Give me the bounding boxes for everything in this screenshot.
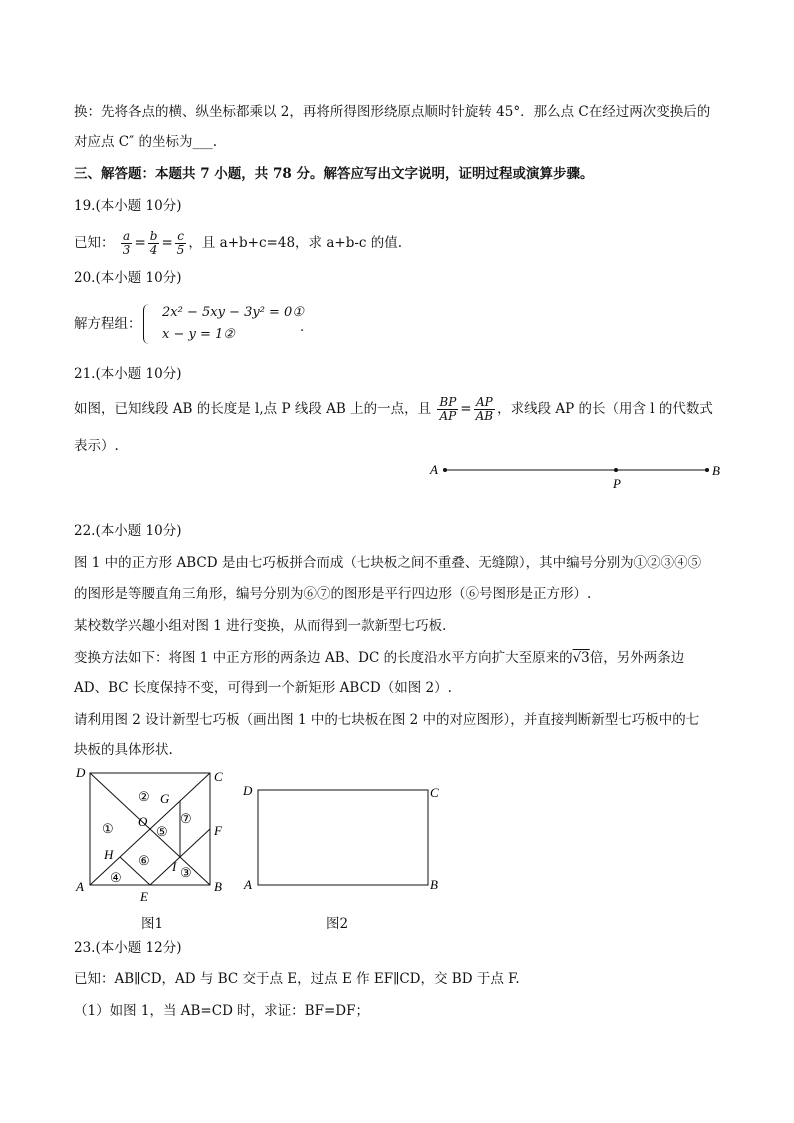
- q19-body: 已知： $\frac{a}{3}$ = $\frac{b}{4}$ = $\frac{c}{5}$ ，且 a+b+c=48，求 a+b-c 的值.: [74, 229, 403, 257]
- vertex-b-label: B: [214, 879, 222, 894]
- q20-brace: [143, 304, 152, 344]
- q22-line-6: 请利用图 2 设计新型七巧板（画出图 1 中的七块板在图 2 中的对应图形），并直接判断新型七巧板中的七: [74, 712, 700, 728]
- q19-text-a: 已知：: [74, 235, 115, 251]
- q22-line-7: 块板的具体形状.: [74, 742, 173, 758]
- q20-heading: 20.(本小题 10分): [74, 270, 182, 286]
- figure-1-caption: 图1: [141, 916, 164, 932]
- vertex-d-label: D: [76, 765, 86, 780]
- fraction: $\frac{AP}{AB}$: [475, 395, 494, 423]
- piece-5-label: ⑤: [156, 824, 168, 839]
- fraction: $\frac{c}{5}$: [176, 229, 185, 257]
- vertex-o-label: O: [138, 814, 148, 829]
- vertex-a-label: A: [244, 877, 252, 892]
- fraction: $\frac{b}{4}$: [149, 229, 158, 257]
- piece-7-label: ⑦: [180, 811, 192, 826]
- piece-4-label: ④: [110, 870, 122, 885]
- vertex-f-label: F: [214, 823, 222, 838]
- q22-line-1: 图 1 中的正方形 ABCD 是由七巧板拼合而成（七块板之间不重叠、无缝隙），其中编号分别为①②③④⑤: [74, 555, 702, 571]
- q21-text-b: ，求线段 AP 的长（用含 l 的代数式: [497, 401, 713, 417]
- q21-text-a: 如图，已知线段 AB 的长度是 l,点 P 线段 AB 上的一点，且: [74, 401, 432, 417]
- q20-period: .: [300, 320, 305, 335]
- fraction: $\frac{a}{3}$: [122, 229, 131, 257]
- q23-line-2: （1）如图 1，当 AB=CD 时，求证：BF=DF；: [74, 1003, 369, 1019]
- q20-equation-1: 2x² − 5xy − 3y² = 0①: [162, 305, 304, 320]
- section3-heading: 三、解答题：本题共 7 小题，共 78 分。解答应写出文字说明，证明过程或演算步骤。: [74, 166, 594, 182]
- piece-3-label: ③: [180, 865, 192, 880]
- vertex-i-label: I: [172, 859, 177, 874]
- vertex-c-label: C: [214, 769, 223, 784]
- q20-label: 解方程组：: [74, 316, 142, 332]
- vertex-c-label: C: [430, 785, 439, 800]
- q18-continuation: 换：先将各点的横、纵坐标都乘以 2，再将所得图形绕原点顺时针旋转 45°．那么点 C在经过两次变换后的: [74, 104, 711, 120]
- q22-line-3: 某校数学兴趣小组对图 1 进行变换，从而得到一款新型七巧板.: [74, 618, 447, 634]
- q21-heading: 21.(本小题 10分): [74, 366, 182, 382]
- q21-body: 如图，已知线段 AB 的长度是 l,点 P 线段 AB 上的一点，且 $\frac{BP}{AP}$ = $\frac{AP}{AB}$ ，求线段 AP 的长（用含 l 的代数式: [74, 395, 713, 423]
- figure-2-caption: 图2: [326, 916, 349, 932]
- vertex-h-label: H: [104, 847, 114, 862]
- q22-line-2: 的图形是等腰直角三角形，编号分别为⑥⑦的图形是平行四边形（⑥号图形是正方形）.: [74, 586, 592, 602]
- point-p-label: P: [613, 476, 621, 491]
- piece-6-label: ⑥: [138, 853, 150, 868]
- fraction: $\frac{BP}{AP}$: [439, 395, 457, 423]
- vertex-b-label: B: [430, 877, 438, 892]
- q19-heading: 19.(本小题 10分): [74, 198, 182, 214]
- vertex-a-label: A: [76, 879, 84, 894]
- piece-1-label: ①: [102, 821, 114, 836]
- segment-figure: [420, 455, 730, 495]
- rectangle-figure-2: [238, 775, 448, 900]
- q20-equation-2: x − y = 1②: [162, 327, 235, 342]
- q23-heading: 23.(本小题 12分): [74, 940, 182, 956]
- q22-heading: 22.(本小题 10分): [74, 523, 182, 539]
- point-b-label: B: [712, 463, 720, 478]
- point-a-label: A: [430, 462, 438, 477]
- q18-answer-line: 对应点 C″ 的坐标为___.: [74, 134, 217, 150]
- q19-text-b: ，且 a+b+c=48，求 a+b-c 的值.: [188, 235, 403, 251]
- vertex-d-label: D: [243, 783, 253, 798]
- q22-line-4: 变换方法如下：将图 1 中正方形的两条边 AB、DC 的长度沿水平方向扩大至原来的√3倍，另外两条边: [74, 650, 685, 666]
- vertex-g-label: G: [160, 791, 170, 806]
- q22-line-5: AD、BC 长度保持不变，可得到一个新矩形 ABCD（如图 2）.: [74, 680, 452, 696]
- vertex-e-label: E: [140, 889, 148, 904]
- tangram-figure-1: [70, 765, 230, 935]
- q23-line-1: 已知：AB∥CD，AD 与 BC 交于点 E，过点 E 作 EF∥CD，交 BD 于点 F.: [74, 971, 520, 987]
- piece-2-label: ②: [138, 789, 150, 804]
- q21-body-end: 表示）.: [74, 438, 119, 454]
- sqrt3: √3: [572, 650, 590, 666]
